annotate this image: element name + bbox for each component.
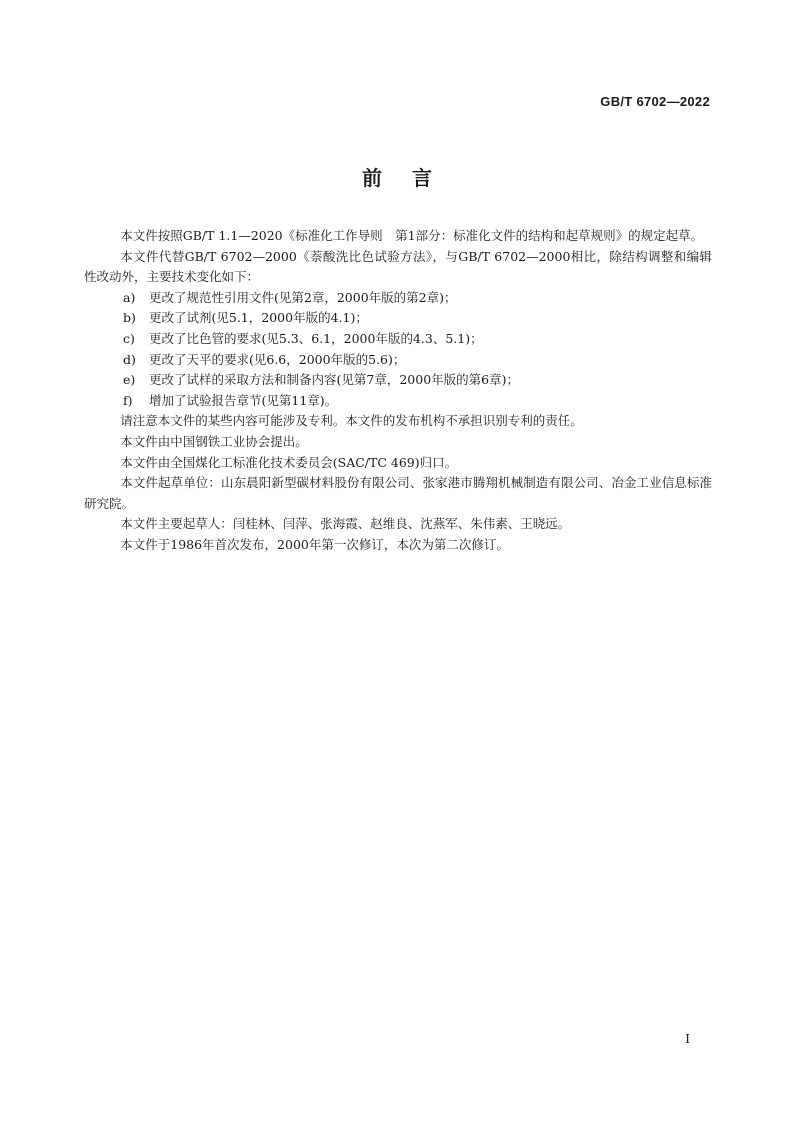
list-item-text: 更改了试剂(见5.1，2000年版的4.1)；: [149, 310, 368, 326]
list-marker: d): [123, 351, 136, 367]
paragraph-history: 本文件于1986年首次发布，2000年第一次修订，本次为第二次修订。: [120, 536, 509, 552]
list-marker: b): [123, 310, 136, 326]
paragraph-proposer: 本文件由中国钢铁工业协会提出。: [120, 433, 308, 449]
list-item-text: 更改了天平的要求(见6.6，2000年版的5.6)；: [149, 351, 406, 367]
paragraph-drafting-rules: 本文件按照GB/T 1.1—2020《标准化工作导则 第1部分：标准化文件的结构和起草规则》的规定起草。: [120, 228, 704, 243]
list-marker: c): [123, 330, 135, 346]
list-marker: e): [123, 372, 136, 388]
paragraph-drafting-units: 本文件起草单位：山东晨阳新型碳材料股份有限公司、张家港市腾翔机械制造有限公司、冶金工业信息标准研究院。: [84, 475, 712, 511]
changes-list: [84, 288, 712, 412]
paragraph-replaces: 本文件代替GB/T 6702—2000《萘酸洗比色试验方法》，与GB/T 6702—2000相比，除结构调整和编辑性改动外，主要技术变化如下：: [84, 248, 712, 285]
page-number: I: [685, 1032, 690, 1046]
paragraph-drafters: 本文件主要起草人：闫桂林、闫萍、张海霞、赵维良、沈燕军、朱伟素、王晓远。: [120, 516, 571, 532]
list-item-text: 更改了规范性引用文件(见第2章，2000年版的第2章)；: [149, 289, 457, 305]
list-item: [84, 308, 712, 329]
list-item: [84, 370, 712, 391]
list-item: [84, 391, 712, 412]
foreword-body: [84, 226, 712, 556]
paragraph-committee: 本文件由全国煤化工标准化技术委员会(SAC/TC 469)归口。: [120, 454, 458, 470]
list-item-text: 更改了试样的采取方法和制备内容(见第7章，2000年版的第6章)；: [149, 372, 519, 388]
standard-code: GB/T 6702—2022: [600, 94, 710, 109]
page-title: 前言: [362, 166, 462, 190]
list-marker: a): [123, 289, 136, 305]
list-item-text: 增加了试验报告章节(见第11章)。: [149, 392, 338, 408]
list-marker: f): [123, 392, 133, 408]
paragraph-patent-notice: 请注意本文件的某些内容可能涉及专利。本文件的发布机构不承担识别专利的责任。: [120, 413, 583, 429]
list-item: [84, 288, 712, 309]
list-item: [84, 329, 712, 350]
list-item: [84, 350, 712, 371]
list-item-text: 更改了比色管的要求(见5.3、6.1，2000年版的4.3、5.1)；: [149, 330, 483, 346]
